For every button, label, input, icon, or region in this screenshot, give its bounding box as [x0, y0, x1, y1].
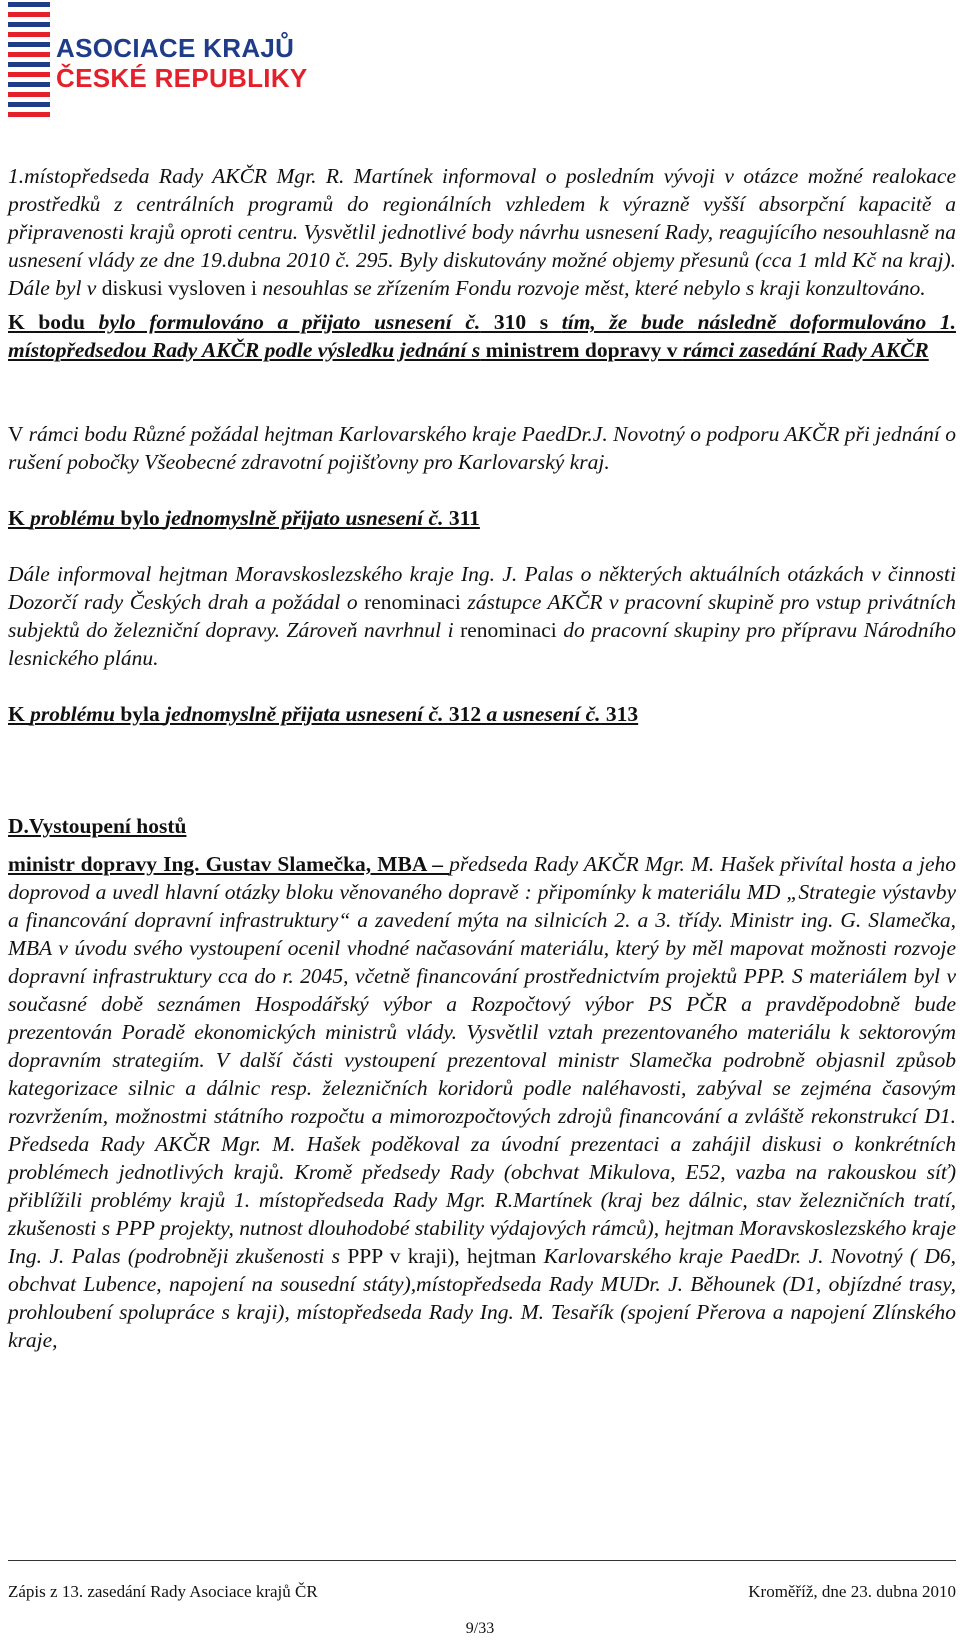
text-span: nesouhlas se zřízením Fondu rozvoje měst, které nebylo s kraji konzultováno.	[257, 276, 926, 300]
text-span: předseda Rady AKČR Mgr. M. Hašek přivítal hosta a jeho doprovod a uvedl hlavní otázky bloku věnovaného dopravě : připomínky k materiálu MD „Strategie výstavby a financování dopravní infrastruktury“ a zavedení mýta na silnicích 2. a 3. třídy. Ministr ing. G. Slamečka, MBA v úvodu svého vystoupení ocenil vhodné načasování materiálu, který by měl mapovat možnosti rozvoje dopravní infrastruktury cca do r. 2045, včetně financování prostřednictvím projektů PPP. S materiálem byl v současné době seznámen Hospodářský výbor a Rozpočtový výbor PS PČR a pravděpodobně bude prezentován Poradě ekonomických ministrů vlády. Vysvětlil vztah prezentovaného materiálu k sektorovým dopravním strategiím. V další části vystoupení prezentoval ministr Slamečka podrobně objasnil způsob kategorizace silnic a dálnic resp. železničních koridorů podle naléhavosti, zabýval se zejména časovým rozvržením, možnostmi státního rozpočtu a mimorozpočtových zdrojů financování a zvláště rekonstrukcí D1. Předseda Rady AKČR Mgr. M. Hašek poděkoval za úvodní prezentaci a zahájil diskusi o konkrétních problémech jednotlivých krajů. Kromě předsedy Rady (obchvat Mikulova, E52, vazba na rakouskou síť) přiblížili problémy krajů 1. místopředseda Rady Mgr. R.Martínek (kraj bez dálnic, stav železničních tratí, zkušenosti s PPP projekty, nutnost dlouhodobé stability výdajových rámců), hejtman Moravskoslezského kraje Ing. J. Palas (podrobněji zkušenosti s	[8, 852, 957, 1268]
text-span: jednomyslně přijata usnesení č.	[165, 702, 444, 726]
text-span: PPP v kraji), hejtman	[347, 1244, 537, 1268]
text-span: Karlovarského kraje PaedDr. J. Novotný ( D6, obchvat Lubence, napojení na sousední státy),místopředseda Rady MUDr. J. Běhounek (D1, objízdné trasy, prohloubení spolupráce s kraji), místopředseda Rady Ing. M. Tesařík (spojení Přerova a napojení Zlínského kraje,	[8, 1244, 956, 1352]
text-span: jednomyslně přijato usnesení č.	[165, 506, 444, 530]
text-span: zástupce AKČR v pracovní skupině pro vstup privátních subjektů do železniční dopravy. Zároveň navrhnul i	[8, 590, 956, 642]
text-span: renominaci	[460, 618, 557, 642]
paragraph-novotny	[8, 420, 956, 476]
logo	[8, 0, 308, 130]
text-span: tím, že bude následně doformulováno 1. místopředsedou Rady AKČR podle výsledku jednání s	[8, 310, 956, 362]
text-span: 1.místopředseda Rady AKČR Mgr. R. Martínek informoval o posledním vývoji v otázce možné realokace prostředků z centrálních programů do regionálních vzhledem k výrazně vyšší absorpční kapacitě a připravenosti krajů oproti centru. Vysvětlil jednotlivé body návrhu usnesení Rady, reagujícího nesouhlasně na usnesení vlády ze dne 19.dubna 2010 č. 295. Byly diskutovány možné objemy přesunů (cca 1 mld Kč na kraj). Dále byl v	[8, 164, 956, 300]
text-span: a usnesení č.	[486, 702, 601, 726]
section-title: D.Vystoupení hostů	[8, 814, 187, 838]
text-span: renominaci	[364, 590, 461, 614]
resolution-311	[8, 504, 956, 532]
logo-stripes-icon	[8, 0, 50, 122]
text-span: rámci zasedání Rady AKČR	[682, 338, 929, 362]
text-span: K	[8, 702, 31, 726]
logo-line2: ČESKÉ REPUBLIKY	[56, 63, 308, 93]
footer-left: Zápis z 13. zasedání Rady Asociace krajů ČR	[8, 1582, 318, 1601]
text-span: byla	[114, 702, 166, 726]
text-span: 312	[443, 702, 487, 726]
footer-divider	[8, 1560, 956, 1561]
text-span: 311	[443, 506, 480, 530]
text-span: diskusi vysloven i	[101, 276, 258, 300]
footer-right: Kroměříž, dne 23. dubna 2010	[748, 1582, 956, 1601]
text-span: bylo formulováno a přijato usnesení č.	[98, 310, 481, 334]
text-span: problému	[30, 702, 115, 726]
page-number: 9/33	[465, 1620, 495, 1637]
logo-line1: ASOCIACE KRAJŮ	[56, 33, 295, 63]
text-span: V	[8, 422, 29, 446]
resolution-310	[8, 308, 956, 364]
text-span: do pracovní skupiny pro přípravu Národního lesnického plánu.	[8, 618, 956, 670]
text-span: bylo	[114, 506, 166, 530]
text-span: ministrem dopravy v	[480, 338, 683, 362]
text-span: problému	[30, 506, 115, 530]
text-span: Dále informoval hejtman Moravskoslezského kraje Ing. J. Palas o některých aktuálních otázkách v činnosti Dozorčí rady Českých drah a požádal o	[8, 562, 956, 614]
text-span: 310 s	[480, 310, 562, 334]
text-span: ministr dopravy Ing. Gustav Slamečka, MBA –	[8, 852, 450, 876]
paragraph-martinek	[8, 162, 956, 302]
resolution-312-313	[8, 700, 956, 728]
text-span: K	[8, 506, 31, 530]
paragraph-slamecka	[8, 850, 956, 1354]
paragraph-palas	[8, 560, 956, 672]
document-body	[8, 162, 956, 1354]
text-span: K bodu	[8, 310, 99, 334]
text-span: rámci bodu Různé požádal hejtman Karlovarského kraje PaedDr.J. Novotný o podporu AKČR při jednání o rušení pobočky Všeobecné zdravotní pojišťovny pro Karlovarský kraj.	[8, 422, 956, 474]
text-span: 313	[600, 702, 639, 726]
